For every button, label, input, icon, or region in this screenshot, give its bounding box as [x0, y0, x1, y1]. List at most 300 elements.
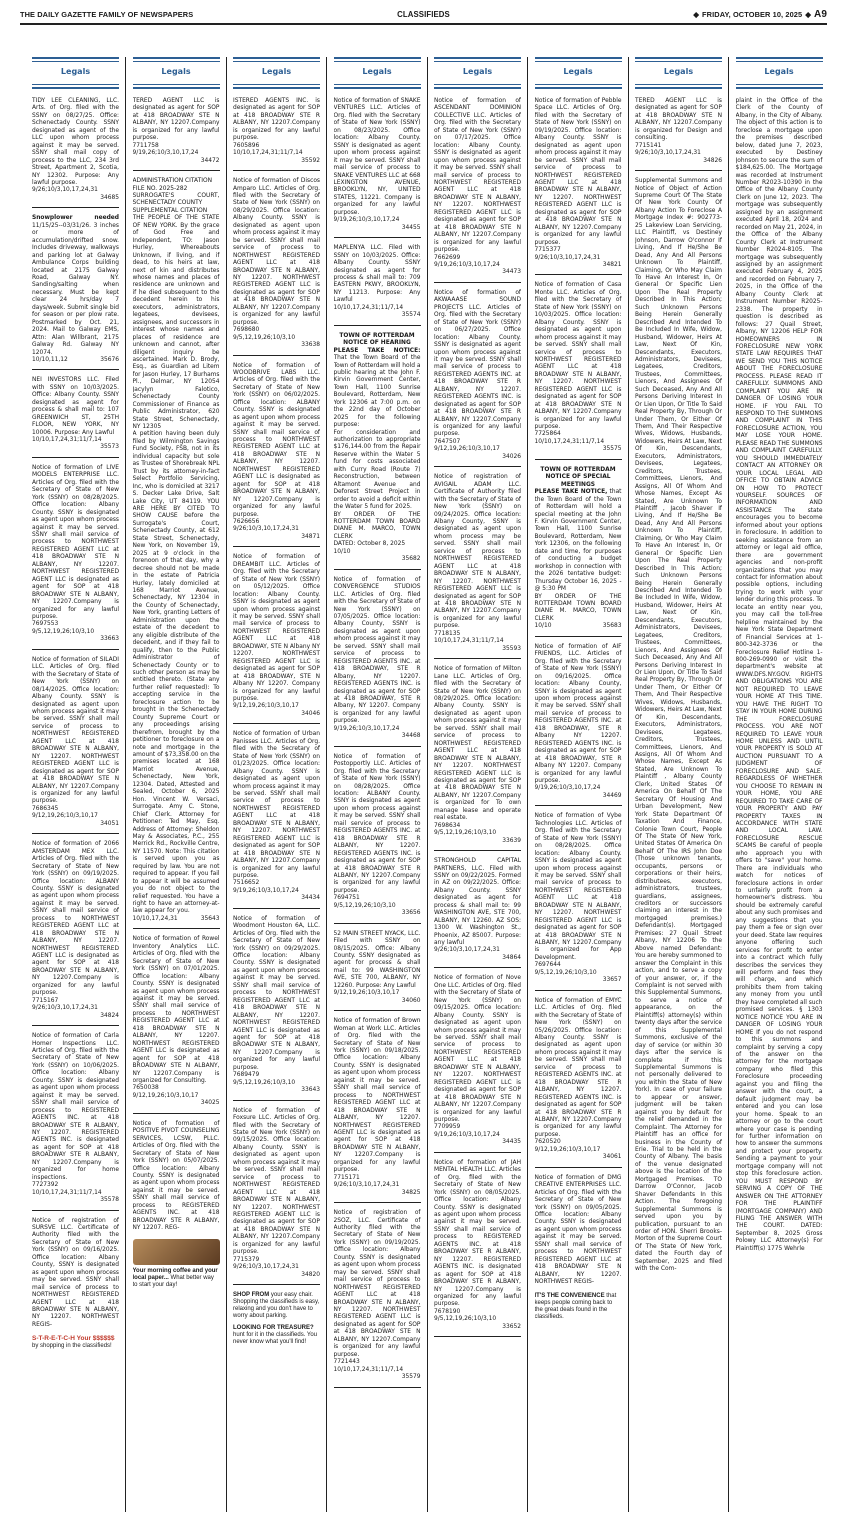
legal-notice: [736, 98, 823, 1253]
legal-notice: [32, 841, 119, 1020]
legal-notice: [32, 657, 119, 828]
ad-reference-number: 33643: [301, 1087, 320, 1094]
legal-notice: [233, 178, 320, 349]
ad-reference-number: 35592: [301, 157, 320, 164]
legal-notice: [434, 1160, 521, 1331]
legals-header-label: Legals: [764, 67, 794, 76]
ad-reference-number: 35575: [602, 446, 622, 453]
legal-notice: [535, 644, 622, 801]
notice-title: TOWN OF ROTTERDAM NOTICE OF HEARING: [339, 332, 415, 347]
notice-id: 7698680: [233, 327, 260, 334]
notice-text: [133, 98, 220, 143]
legal-notice: [535, 1175, 622, 1287]
ad-reference-number: 35682: [401, 556, 421, 563]
publication-dates: 10/10,17,24,31;11/7,14: [333, 304, 404, 311]
notice-text: [233, 554, 320, 703]
house-ad-headline: SHOP FROM: [233, 1292, 270, 1299]
notice-id: 7715379: [233, 1256, 260, 1263]
issue-date: FRIDAY, OCTOBER 10, 2025: [702, 9, 803, 19]
notice-id: 7727392: [32, 1182, 59, 1189]
publication-dates: 9/5,12,19,26;10/3,10: [333, 902, 396, 909]
ad-reference-number: 33657: [602, 977, 622, 984]
publication-dates: 9/5,12,19,26;10/3,10: [233, 334, 296, 341]
notice-id: 7715167: [32, 997, 59, 1004]
publication-dates: 10/10,17,24,31;11/7,14: [333, 1366, 404, 1373]
ad-reference-number: 34871: [301, 533, 320, 540]
legals-header: [635, 57, 722, 89]
notice-text: [233, 1108, 320, 1257]
notice-body: ADMINISTRATION CITATION: [132, 178, 212, 185]
notice-text: [133, 186, 220, 193]
notice-text: [133, 1121, 220, 1233]
notice-id: 7626656: [233, 519, 260, 526]
notice-divider: [434, 466, 521, 467]
notice-divider: [233, 546, 320, 547]
notice-body: STRONGHOLD CAPITAL PARTNERS, LLC. Filed with SSNY on 09/22/2025. Formed in AZ on 09/22/2025. Office: Albany County. SSNY designated as agent for process & shall mail to: 99 WASHINGTON AVE, STE 700, ALBANY, NY 12260. AZ SOS: 1300 W. Washington St., Phoenix, AZ 85007. Purpose: any lawful: [434, 858, 521, 947]
legal-notice: [334, 245, 421, 320]
notice-text: [233, 363, 320, 520]
publication-dates: 10/10,17,24,31;11/7,14: [434, 638, 504, 645]
notice-body: SURROGATE'S COURT, SCHENECTADY COUNTY: [132, 192, 220, 207]
legal-notice: [334, 333, 421, 564]
notice-body: A petition having been duly filed by Wilmington Savings Fund Society, FSB, not in its individual capacity but sole as Trustee of Shorebreak NPL Trust by its attorney-in-fact Select Portfolio Servicing, Inc, who is domiciled at 3217 S. Decker Lake Drive, Salt Lake City, UT 84119. YOU ARE HERE BY CITED TO SHOW CAUSE before the Surrogate's Court, Schenectady County, at 612 State Street, Schenectady, New York, on November 19, 2025 at 9 o'clock in the forenoon of that day, why a decree should not be made in the estate of Patricia Hurley, lately domiciled at 168 Marriot Avenue, Schenectady, NY 12304 in the County of Schenectady, New York, granting Letters of Administration upon the estate of the decedent to any eligible distribute of the decedent, and if they fail to qualify, then to the Public Administrator of Schenectady County or to such other person as may be entitled thereto. (State any further relief requested): To accepting service in the foreclosure action to be brought in the Schenectady County Supreme Court or any proceedings arising therefrom, brought by the petitioner to foreclosure on a note and mortgage in the amount of $73,358.00 on the premises located at 168 Marriot Avenue, Schenectady, New York, 12304. Dated, Attested and Sealed, October 6, 2025 Hon. Vincent W. Versaci, Surrogate. Amy C. Stone, Chief Clerk. Attorney for Petitioner: Ted May, Esq. Address of Attorney: Sheldon May & Associates, P.C., 255 Merrick Rd., Rockville Centre, NY 11570. Note: This citation is served upon you as required by law. You are not required to appear. If you fail to appear it will be assumed you do not object to the relief requested. You have a right to have an attorney-at-law appear for you.: [132, 431, 220, 915]
notice-text: [434, 474, 521, 631]
notice-divider: [535, 459, 622, 460]
notice-id: 7689479: [233, 1072, 260, 1079]
house-ad-headline: Your morning coffee and your local paper...: [132, 1267, 218, 1281]
legal-notice: [535, 282, 622, 453]
notice-id: 7725864: [534, 431, 561, 438]
publication-dates: 9/12,19,26;10/3,10,17: [132, 1092, 199, 1099]
legals-column: [133, 57, 220, 1512]
legal-notice: [133, 98, 220, 165]
legals-header-label: Legals: [261, 67, 292, 76]
notice-body: Notice of formation of Milton Lane LLC. Articles of Org. filed with the Secretary of State of New York (SSNY) on 08/29/2025. Office location: Albany County. SSNY is designated as agent upon whom process against it may be served. SSNY shall mail service of process to NORTHWEST REGISTERED AGENT LLC at 418 BROADWAY STE N ALBANY, NY 12207. NORTHWEST REGISTERED AGENT LLC is designated as agent for SOP at 418 BROADWAY STE N ALBANY, NY 12207.Company is organized for To own manage lease and operate real estate.: [434, 666, 521, 822]
notice-id: 7721443: [333, 1359, 360, 1366]
legals-column: [535, 57, 622, 1512]
house-ad-text: [233, 1325, 320, 1346]
legals-header: [233, 57, 320, 89]
notice-divider: [334, 569, 421, 570]
notice-body: Notice of formation of CONVERGENCE STUDIOS LLC. Articles of Org. filed with the Secretary of State of New York (SSNY) on 07/05/2025. Office location: Albany County, SSNY is designated as agent upon whom process against it may be served. SSNY shall mail service of process to REGISTERED AGENTS INC. at 418 BROADWAY, STE R Albany, NY 12207. REGISTERED AGENTS INC. is designated as agent for SOP at 418 BROADWAY, STE R Albany, NY 12207. Company is organized for any lawful purpose.: [333, 576, 421, 725]
notice-id: 7694751: [333, 895, 360, 902]
notice-text: [434, 666, 521, 823]
house-ad-text: [133, 1268, 220, 1289]
publication-dates: 10/10,17,24,31;11/7,14: [32, 1189, 102, 1196]
notice-body: Notice of formation of Postopportly LLC. Articles of Org. filed with the Secretary of State of New York (SSNY) on 08/28/2025. Office location: ALBANY County. SSNY is designated as agent upon whom process against it may be served. SSNY shall mail service of process to REGISTERED AGENTS INC. at 418 BROADWAY STE R ALBANY, NY 12207. REGISTERED AGENTS INC. is designated as agent for SOP at 418 BROADWAY STE R ALBANY, NY 12207.Company is organized for any lawful purpose.: [333, 753, 421, 894]
notice-text: [334, 577, 421, 726]
publication-dates: 9/19,26;10/3,10,17,24: [534, 785, 601, 792]
notice-text: [535, 813, 622, 962]
notice-divider: [133, 170, 220, 171]
notice-id: 7715141: [635, 142, 662, 149]
notice-meta: [133, 916, 220, 923]
notice-text: [635, 178, 722, 1274]
notice-id: 7709959: [434, 1124, 461, 1131]
legals-header-label: Legals: [462, 67, 493, 76]
notice-id: 7711758: [132, 142, 159, 149]
house-ad: [233, 1292, 320, 1346]
notice-text: [535, 644, 622, 786]
ad-reference-number: 34825: [401, 1189, 421, 1196]
masthead-rule: [20, 23, 827, 25]
ad-reference-number: 35574: [401, 312, 421, 319]
notice-id: 7605896: [233, 142, 260, 149]
ad-reference-number: 34468: [401, 733, 421, 740]
ad-reference-number: 33638: [301, 342, 320, 349]
notice-divider: [535, 990, 622, 991]
ad-reference-number: 34821: [602, 261, 622, 268]
column-divider: [427, 57, 428, 1512]
notice-id: 7718135: [434, 630, 461, 637]
house-ad-headline: IT'S THE CONVENIENCE: [534, 1292, 605, 1299]
legals-column: [32, 57, 119, 1512]
notice-title: TOWN OF ROTTERDAM NOTICE OF SPECIAL MEETINGS: [540, 466, 616, 488]
ad-reference-number: 35593: [502, 645, 521, 652]
notice-body: Notice of formation of Foxsure LLC. Articles of Org. filed with the Secretary of State of New York (SSNY) on 09/15/2025. Office location: Albany County. SSNY is designated as agent upon whom process against it may be served. SSNY shall mail service of process to NORTHWEST REGISTERED AGENT LLC at 418 BROADWAY STE N ALBANY, NY 12207. NORTHWEST REGISTERED AGENT LLC is designated as agent for SOP at 418 BROADWAY STE N ALBANY, NY 12207.Company is organized for any lawful purpose.: [233, 1107, 320, 1256]
notice-body: Notice of registration of 2SOZ, LLC. Certificate of Authority filed with the Secretary of State of New York (SSNY) on 09/19/2025. Office location: Albany County. SSNY is designated as agent upon whom process may be served. SSNY shall mail service of process to NORTHWEST REGISTERED AGENT LLC at 418 BROADWAY STE N ALBANY, NY 12207. NORTHWEST REGISTERED AGENT LLC is designated as agent for SOP at 418 BROADWAY STE N ALBANY, NY 12207.Company is organized for any lawful purpose.: [333, 1210, 421, 1358]
ad-reference-number: 33639: [502, 837, 521, 844]
notice-body: Notice of formation of DMG CREATIVE ENTERPRISES LLC. Articles of Org. filed with the Secretary of State of New York (SSNY) on 09/05/2025. Office location: Albany County. SSNY is designated as agent upon whom process against it may be served. SSNY shall mail service of process to NORTHWEST REGISTERED AGENT LLC at 418 BROADWAY STE N ALBANY, NY 12207. NORTHWEST REGIS-: [534, 1174, 622, 1286]
notice-text: [535, 489, 622, 593]
notice-body: Notice of formation of ASCENDANT DOMINION COLLECTIVE LLC. Articles of Org. filed with the Secretary of State of New York (SSNY) on 07/17/2025. Office location: Albany County. SSNY is designated as agent upon whom process against it may be served. SSNY shall mail service of process to NORTHWEST REGISTERED AGENT LLC at 418 BROADWAY STE N ALBANY, NY 12207. NORTHWEST REGISTERED AGENT LLC is designated as agent for SOP at 418 BROADWAY STE N ALBANY, NY 12207.Company is organized for any lawful purpose.: [434, 98, 521, 254]
legal-notice: [334, 754, 421, 918]
legal-notice: [32, 465, 119, 644]
notice-body: Notice of formation of Rowel Inventory Analytics LLC. Articles of Org. filed with the Secretary of State of New York (SSNY) on 07/01/2025. Office location: Albany County. SSNY is designated as agent upon whom process against it may be served. SSNY shall mail service of process to NORTHWEST REGISTERED AGENT LLC at 418 BROADWAY STE N ALBANY, NY 12207. NORTHWEST REGISTERED AGENT LLC is designated as agent for SOP at 418 BROADWAY STE N ALBANY, NY 12207.Company is organized for Consulting.: [132, 936, 220, 1084]
notice-divider: [434, 1152, 521, 1153]
notice-divider: [334, 1387, 421, 1388]
legal-notice: [434, 975, 521, 1146]
notice-text: [32, 98, 119, 187]
legal-notice: [334, 98, 421, 232]
notice-text: [535, 998, 622, 1140]
legal-notice: [233, 1108, 320, 1279]
notice-id: 7698634: [434, 822, 461, 829]
notice-text: [334, 1018, 421, 1175]
legal-notice: [535, 813, 622, 984]
notice-body: Notice of formation of AKWAAASE SOUND PROJECTS LLC. Articles of Org. filed with the Secretary of State of New York (SSNY) on 06/27/2025. Office location: Albany County. SSNY is designated as agent upon whom process against it may be served. SSNY shall mail service of process to REGISTERED AGENTS INC. at 418 BROADWAY STE R ALBANY, NY 12207. REGISTERED AGENTS INC. is designated as agent for SOP at 418 BROADWAY STE R ALBANY, NY 12207.Company is organized for any lawful purpose.: [434, 289, 521, 438]
publication-dates: 10/10,17,24,31: [132, 915, 178, 922]
notice-divider: [535, 636, 622, 637]
legals-column: [736, 57, 823, 1512]
notice-text: [334, 541, 421, 548]
publication-dates: 9/5,12,19,26;10/3,10: [534, 969, 597, 976]
publication-dates: 10/10,17,24,31;11/7,14: [233, 150, 303, 157]
notice-divider: [233, 908, 320, 909]
notice-text: [334, 98, 421, 217]
legals-header-label: Legals: [563, 67, 593, 76]
legal-notice: [334, 931, 421, 1006]
notice-body: BY ORDER OF THE ROTTERDAM TOWN BOARD DIANE M. MARCO, TOWN CLERK: [333, 511, 421, 540]
legal-notice: [434, 666, 521, 845]
notice-body: Notice of formation of 2066 AMSTERDAM MEX LLC. Articles of Org. filed with the Secretary of State of New York (SSNY) on 09/19/2025. Office location: ALBANY County. SSNY is designated as agent upon whom process against it may be served. SSNY shall mail service of process to NORTHWEST REGISTERED AGENT LLC at 418 BROADWAY STE N ALBANY, NY 12207. NORTHWEST REGISTERED AGENT LLC is designated as agent for SOP at 418 BROADWAY STE N ALBANY, NY 12207.Company is organized for any lawful purpose.: [32, 841, 119, 997]
publication-dates: 9/12,19,26;10/3,10,17: [333, 990, 400, 997]
ad-reference-number: 34455: [401, 224, 421, 231]
notice-body: NEI INVESTORS LLC. Filed with SSNY on 10/03/2025. Office: Albany County. SSNY designated as agent for process & shall mail to: 107 GREENWICH ST, 25TH FLOOR, NEW YORK, NY 10006. Purpose: Any Lawful: [32, 377, 119, 436]
ad-reference-number: 35573: [100, 444, 119, 451]
notice-body: Notice of formation of Woodmont Houston 6A, LLC. Articles of Org. filed with the Secretary of State of New York (SSNY) on 09/29/2025. Office location: Albany County. SSNY is designated as agent upon whom process against it may be served. SSNY shall mail service of process to NORTHWEST REGISTERED AGENT LLC at 418 BROADWAY STE N ALBANY, NY 12207. NORTHWEST REGISTERED AGENT LLC is designated as agent for SOP at 418 BROADWAY STE N ALBANY, NY 12207.Company is organized for any lawful purpose.: [233, 915, 320, 1071]
column-divider: [226, 57, 227, 1512]
notice-text: [535, 98, 622, 247]
column-divider: [728, 57, 729, 1512]
column-divider: [628, 57, 629, 1512]
notice-body: Notice of formation of Urban Panisses LLC. Articles of Org. filed with the Secretary of State of New York (SSNY) on 01/23/2025. Office location: Albany County. SSNY is designated as agent upon whom process against it may be served. SSNY shall mail service of process to NORTHWEST REGISTERED AGENT LLC at 418 BROADWAY STE N ALBANY, NY 12207. NORTHWEST REGISTERED AGENT LLC is designated as agent for SOP at 418 BROADWAY STE N ALBANY, NY 12207.Company is organized for any lawful purpose.: [233, 731, 320, 879]
publication-dates: 10/10,17,24,31;11/7,14: [32, 437, 102, 444]
notice-text: [133, 215, 220, 431]
legal-notice: [32, 98, 119, 202]
notice-body: Notice of formation of DREAMBIT LLC. Articles of Org. filed with the Secretary of State of New York (SSNY) on 05/12/2025. Office location: Albany County. SSNY is designated as agent upon whom process against it may be served. SSNY shall mail service of process to NORTHWEST REGISTERED AGENT LLC at 418 BROADWAY, STE N Albany NY 12207. NORTHWEST REGISTERED AGENT LLC is designated as agent for SOP at 418 BROADWAY, STE N Albany NY 12207. Company is organized for any lawful purpose.: [233, 554, 320, 702]
notice-divider: [233, 355, 320, 356]
notice-divider: [233, 1100, 320, 1101]
notice-body: Notice of formation of Casa Monte LLC. Articles of Org. filed with the Secretary of State of New York (SSNY) on 10/03/2025. Office location: Albany County. SSNY is designated as agent upon whom process against it may be served. SSNY shall mail service of process to NORTHWEST REGISTERED AGENT LLC at 418 BROADWAY STE N ALBANY, NY 12207. NORTHWEST REGISTERED AGENT LLC is designated as agent for SOP at 418 BROADWAY STE N ALBANY, NY 12207.Company is organized for any lawful purpose.: [534, 282, 622, 431]
legal-notice: [233, 916, 320, 1095]
notice-meta: [32, 357, 119, 364]
notice-body: that the Town Board of the Town of Rotterdam will hold a special meeting at the John F. Kirvin Government Center, Town Hall, 1100 Sunrise Boulevard, Rotterdam, New York 12306, on the following date and time, for purposes of conducting a budget workshop in connection with the 2026 tentative budget: Thursday October 16, 2025 - @ 5:30 PM: [534, 489, 622, 593]
publication-dates: 9/26;10/3,10,17,24,31: [434, 947, 500, 954]
notice-body: Notice of formation of LIVE MODELS ENTERPRISE LLC. Articles of Org. filed with the Secretary of State of New York (SSNY) on 08/28/2025. Office location: Albany County. SSNY is designated as agent upon whom process against it may be served. SSNY shall mail service of process to NORTHWEST REGISTERED AGENT LLC at 418 BROADWAY STE N ALBANY, NY 12207. NORTHWEST REGISTERED AGENT LLC is designated as agent for SOP at 418 BROADWAY STE N ALBANY, NY 12207.Company is organized for any lawful purpose.: [32, 464, 119, 620]
notice-divider: [334, 237, 421, 238]
notice-body: Notice of formation of Carla Homer Inspections LLC. Articles of Org. filed with the Secretary of State of New York (SSNY) on 10/06/2025. Office location: Albany County. SSNY is designated as agent upon whom process against it may be served. SSNY shall mail service of process to REGISTERED AGENTS INC. at 418 BROADWAY STE R ALBANY, NY 12207. REGISTERED AGENTS INC. is designated as agent for SOP at 418 BROADWAY STE R ALBANY, NY 12207.Company is organized for home inspections.: [32, 1033, 119, 1181]
legal-notice: [233, 731, 320, 902]
house-ad-headline: LOOKING FOR TREASURE?: [233, 1325, 314, 1332]
legal-notice: [635, 178, 722, 1274]
notice-text: [334, 1210, 421, 1359]
notice-body: Notice of formation of Vybe Technologies LLC. Articles of Org. filed with the Secretary of State of New York (SSNY) on 08/28/2025. Office location: Albany County. SSNY is designated as agent upon whom process against it may be served. SSNY shall mail service of process to NORTHWEST REGISTERED AGENT LLC at 418 BROADWAY STE N ALBANY, NY 12207. NORTHWEST REGISTERED AGENT LLC is designated as agent for SOP at 418 BROADWAY STE N ALBANY, NY 12207.Company is organized for App Development.: [534, 813, 622, 961]
legals-column: [635, 57, 722, 1512]
ad-reference-number: 35676: [100, 356, 119, 363]
house-ad-body: by shopping in the classifieds!: [32, 1343, 112, 1350]
notice-text: [334, 512, 421, 542]
notice-id: 7686345: [32, 805, 59, 812]
section-title: CLASSIFIEDS: [397, 9, 450, 19]
diamond-icon: ◆: [805, 9, 812, 19]
ad-reference-number: 34061: [602, 1154, 622, 1161]
house-ad: [133, 1239, 220, 1289]
notice-body: Supplemental Summons and Notice of Object of Action Supreme Court Of The State Of New York County Of Albany Action To Foreclose A Mortgage Index #: 902773-25 Lakeview Loan Servicing, LLC Plaintiff, vs Destiney Johnson, Darrow O'connor If Living, And If He/She Be Dead, Any And All Persons Unknown To Plaintiff, Claiming, Or Who May Claim To Have An Interest In, Or General Or Specific Lien Upon The Real Property Described In This Action; Such Unknown Persons Being Herein Generally Described And Intended To Be Included In Wife, Widow, Husband, Widower, Heirs At Law, Next Of Kin, Descendants, Executors, Administrators, Devisees, Legatees, Creditors, Trustees, Committees, Lienors, And Assignees Of Such Deceased, Any And All Persons Deriving Interest In Or Lien Upon, Or Title To Said Real Property By, Through Or Under Them, Or Either Of Them, And Their Respective Wives, Widows, Husbands, Widowers, Heirs At Law, Next Of Kin, Descendants, Executors, Administrators, Devisees, Legatees, Creditors, Trustees, Committees, Lienors, And Assigns, All Of Whom And Whose Names, Except As Stated, Are Unknown To Plaintiff , Jacob Shaver If Living, And If He/She Be Dead, Any And All Persons Unknown To Plaintiff, Claiming, Or Who May Claim To Have An Interest In, Or General Or Specific Lien Upon The Real Property Described In This Action; Such Unknown Persons Being Herein Generally Described And Intended To Be Included In Wife, Widow, Husband, Widower, Heirs At Law, Next Of Kin, Descendants, Executors, Administrators, Devisees, Legatees, Creditors, Trustees, Committees, Lienors, And Assignees Of Such Deceased, Any And All Persons Deriving Interest In Or Lien Upon, Or Title To Said Real Property By, Through Or Under Them, Or Either Of Them, And Their Respective Wives, Widows, Husbands, Widowers, Heirs At Law, Next Of Kin, Descendants, Executors, Administrators, Devisees, Legatees, Creditors, Trustees, Committees, Lienors, And Assigns, All Of Whom And Whose Names, Except As Stated, Are Unknown To Plaintiff , Albany County Clerk, United States Of America On Behalf Of The Secretary Of Housing And Urban Development, New York State Department Of Taxation And Finance, Colonie Town Court, People Of The State Of New York, United States Of America On Behalf Of The IRS John Doe (Those unknown tenants, occupants, persons or corporations or their heirs, distributees, executors, administrators, trustees, guardians, assignees, creditors or successors claiming an interest in the mortgaged premises.) Defendant(s). Mortgaged Premises: 27 Quail Street Albany, NY 12206 To the Above named Defendant: You are hereby summoned to answer the Complaint in this action, and to serve a copy of your answer, or, if the Complaint is not served with this Supplemental Summons, to serve a notice of appearance, on the Plaintiff(s) attorney(s) within twenty days after the service of this Supplemental Summons, exclusive of the day of service (or within 30 days after the service is complete if this Supplemental Summons is not personally delivered to you within the State of New York). In case of your failure to appear or answer, judgment will be taken against you by default for the relief demanded in the Complaint. The Attorney for Plaintiff has an office for business in the County of Erie. Trial to be held in the County of Albany. The basis of the venue designated above is the location of the Mortgaged Premises. TO Darrow O'Connor, Jacob Shaver Defendants In this Action. The foregoing Supplemental Summons is served upon you by publication, pursuant to an order of HON. Sherri Brooks-Morton of the Supreme Court Of The State Of New York, dated the Fourth day of September, 2025 and filed with the Com-: [635, 178, 722, 1273]
notice-body: Notice of registration of AVIGAIL ADAM LLC. Certificate of Authority filed with the Secretary of State of New York (SSNY) on 09/24/2025. Office location: Albany County, SSNY is designated as agent upon whom process may be served. SSNY shall mail service of process to NORTHWEST REGISTERED AGENT LLC at 418 BROADWAY STE N ALBANY, NY 12207. NORTHWEST REGISTERED AGENT LLC is designated as agent for SOP at 418 BROADWAY STE N ALBANY, NY 12207.Company is organized for any lawful purpose.: [434, 474, 521, 630]
legals-header: [736, 57, 823, 89]
legal-notice: [133, 936, 220, 1107]
notice-body: MAPLENYA LLC. Filed with SSNY on 10/03/2025. Office: Albany County. SSNY designated as agent for process & shall mail to: 709 EASTERN PKWY, BROOKLYN, NY 11213. Purpose: Any Lawful: [333, 245, 421, 304]
notice-divider: [334, 325, 421, 326]
notice-id: 7662699: [434, 254, 461, 261]
legal-notice: [635, 98, 722, 165]
ad-reference-number: 34025: [200, 1100, 220, 1107]
notice-id: 7647507: [434, 438, 461, 445]
notice-meta: [535, 623, 622, 630]
column-divider: [326, 57, 327, 1512]
ad-reference-number: 34026: [502, 453, 521, 460]
ad-reference-number: 34826: [703, 157, 722, 164]
notice-id: 7697553: [32, 621, 59, 628]
notice-text: [635, 98, 722, 143]
notice-text: [32, 657, 119, 806]
notice-divider: [32, 369, 119, 370]
masthead: [20, 6, 827, 22]
notice-id: 7678190: [434, 1308, 461, 1315]
publication-dates: 9/26;10/3,10,17,24,31: [233, 1264, 299, 1271]
notice-body: Notice of formation of AIF FRIENDS, LLC. Articles of Org. filed with the Secretary of State of New York (SSNY) on 09/16/2025. Office location: Albany County, SSNY is designated as agent upon whom process against it may be served. SSNY shall mail service of process to REGISTERED AGENTS INC. at 418 BROADWAY, STE R Albany NY 12207. REGISTERED AGENTS INC. is designated as agent for SOP at 418 BROADWAY, STE R Albany NY 12207. Company is organized for any lawful purpose.: [534, 643, 622, 784]
notice-divider: [233, 170, 320, 171]
notice-text: [535, 282, 622, 431]
notice-body: DATED: October 8, 2025: [333, 541, 406, 548]
legals-header: [535, 57, 622, 89]
notice-text: [334, 754, 421, 896]
notice-divider: [434, 282, 521, 283]
house-ad-text: [233, 1292, 320, 1320]
notice-divider: [32, 833, 119, 834]
house-ad: [535, 1293, 622, 1321]
notice-text: [32, 465, 119, 622]
house-ad-headline: S-T-R-E-T-C-H Your $$$$$$: [32, 1335, 115, 1343]
ad-reference-number: 34685: [100, 194, 119, 201]
notice-text: [233, 731, 320, 880]
notice-divider: [535, 1167, 622, 1168]
notice-divider: [32, 457, 119, 458]
notice-body: Notice of formation of JAH MENTAL HEALTH LLC. Articles of Org. filed with the Secretary of State of New York (SSNY) on 08/05/2025. Office location: Albany County. SSNY is designated as agent upon whom process against it may be served. SSNY shall mail service of process to REGISTERED AGENTS INC. at 418 BROADWAY STE R ALBANY, NY 12207. REGISTERED AGENTS INC. is designated as agent for SOP at 418 BROADWAY STE R ALBANY, NY 12207.Company is organized for any lawful purpose.: [434, 1159, 521, 1308]
notice-text: [334, 245, 421, 305]
legal-notice: [32, 377, 119, 452]
notice-text: [535, 1175, 622, 1287]
notice-text: [133, 936, 220, 1085]
ad-reference-number: 35643: [200, 915, 220, 922]
house-ad-body: What better way to start your day!: [132, 1274, 214, 1288]
ad-reference-number: 34864: [502, 954, 521, 961]
notice-body: Notice of formation of POSITIVE PIVOT COUNSELING SERVICES, LCSW, PLLC. Articles of Org. filed with the Secretary of State of New York (SSNY) on 05/07/2025. Office location: Albany County. SSNY is designated as agent upon whom process against it may be served. SSNY shall mail service of process to REGISTERED AGENTS INC. at 418 BROADWAY STE R ALBANY, NY 12207. REG-: [132, 1120, 220, 1232]
notice-text: [334, 931, 421, 991]
house-ad-body: your easy chair. Shopping the classifieds is easy, relaxing and you don't have to worry about parking.: [233, 1292, 320, 1320]
notice-body: Notice of formation of Pebble Space LLC. Articles of Org. filed with the Secretary of State of New York (SSNY) on 09/19/2025. Office location: Albany County. SSNY is designated as agent upon whom process against it may be served. SSNY shall mail service of process to NORTHWEST REGISTERED AGENT LLC at 418 BROADWAY STE N ALBANY, NY 12207. NORTHWEST REGISTERED AGENT LLC is designated as agent for SOP at 418 BROADWAY STE N ALBANY, NY 12207.Company is organized for any lawful purpose.: [534, 98, 622, 246]
notice-divider: [434, 658, 521, 659]
notice-id: 7697644: [534, 962, 561, 969]
notice-text: [32, 377, 119, 437]
notice-text: [233, 98, 320, 143]
legal-notice: [233, 554, 320, 718]
notice-text: [233, 916, 320, 1073]
diamond-icon: ◆: [693, 9, 700, 19]
page-number: A9: [814, 8, 827, 20]
notice-body: ISTERED AGENTS INC. is designated as agent for SOP at 418 BROADWAY STE R ALBANY, NY 12207.Company is organized for any lawful purpose.: [233, 98, 320, 142]
legal-notice: [334, 1018, 421, 1197]
notice-id: 7650038: [132, 1085, 159, 1092]
notice-body: Notice of formation of SNAKE VENTURES LLC. Articles of Org. filed with the Secretary of State of New York (SSNY) on 08/23/2025. Office location: Albany County. SSNY is designated as agent upon whom process against it may be served. SSNY shall mail service of process to SNAKE VENTURES LLC at 668 LEXINGTON AVENUE, BROOKLYN, NY, UNITED STATES, 11221. Company is organized for any lawful purpose.: [333, 98, 421, 216]
publication-dates: 9/26;10/3,10,17,24,31: [635, 150, 701, 157]
notice-divider: [334, 746, 421, 747]
ad-reference-number: 34469: [602, 792, 622, 799]
notice-text: [133, 193, 220, 208]
notice-body: TERED AGENT LLC is designated as agent for SOP at 418 BROADWAY STE N ALBANY, NY 12207.Company is organized for any lawful purpose.: [132, 98, 220, 142]
notice-text: [133, 178, 220, 185]
notice-divider: [434, 850, 521, 851]
notice-divider: [133, 928, 220, 929]
notice-text: [434, 290, 521, 439]
notice-text: [434, 858, 521, 947]
publication-dates: 9/19,26;10/3,10,17,24: [132, 150, 199, 157]
coffee-newspaper-image: [133, 1239, 220, 1265]
notice-divider: [32, 1025, 119, 1026]
legal-notice: [535, 998, 622, 1162]
notice-text: [434, 975, 521, 1124]
notice-body: BY ORDER OF THE ROTTERDAM TOWN BOARD DIANE M. MARCO, TOWN CLERK: [534, 593, 622, 622]
notice-text: [133, 431, 220, 915]
legals-header: [434, 57, 521, 89]
notice-body: THE PEOPLE OF THE STATE OF NEW YORK. By the grace of God Free and Independent, TO: Jason Hurley, Whereabouts Unknown, if living, and if dead, to his heirs at law, next of kin and distributes whose names and places of residence are unknown and if he died subsequent to the decedent herein to his executors, administrators, legatees, devisees, assignees, and successors in interest whose names and places of residence are unknown and cannot, after diligent inquiry be ascertained. Mark D. Brody, Esq., as Guardian ad Litem for Jason Hurley, 17 Burhams Pl., Delmar, NY 12054 Jacylyn Falotico, Schenectady County Commissioner of Finance as Public Administrator, 620 State Street, Schenectady, NY 12305: [132, 215, 220, 431]
ad-reference-number: 33656: [401, 910, 421, 917]
publication-dates: 9/19,26;10/3,10,17,24: [333, 217, 400, 224]
notice-divider: [334, 1010, 421, 1011]
publication-dates: 10/10: [534, 623, 552, 630]
notice-id: 7715377: [534, 247, 561, 254]
legals-header: [32, 57, 119, 89]
notice-divider: [434, 1336, 521, 1337]
legal-notice: [32, 1218, 119, 1330]
column-divider: [125, 57, 126, 1512]
legals-column: [334, 57, 421, 1512]
publication-dates: 9/5,12,19,26;10/3,10: [32, 628, 95, 635]
notice-divider: [334, 923, 421, 924]
legals-header: [133, 57, 220, 89]
ad-reference-number: 35579: [401, 1374, 421, 1381]
notice-divider: [32, 649, 119, 650]
notice-text: [736, 98, 823, 1253]
notice-text: [233, 178, 320, 327]
publication-dates: 10/10: [333, 548, 351, 555]
legals-header-label: Legals: [362, 67, 392, 76]
notice-body: Notice of formation of Discos Amparo LLC. Articles of Org. filed with the Secretary of State of New York (SSNY) on 08/29/2025. Office location: Albany County. SSNY is designated as agent upon whom process against it may be served. SSNY shall mail service of process to NORTHWEST REGISTERED AGENT LLC at 418 BROADWAY STE N ALBANY, NY 12207. NORTHWEST REGISTERED AGENT LLC is designated as agent for SOP at 418 BROADWAY STE N ALBANY, NY 12207.Company is organized for any lawful purpose.: [233, 178, 320, 326]
notice-body: 11/15/25--03/31/26. 3 inches or more of accumulation/drifted snow. Includes driveway, walkways and parking lot at Galway Ambulance Corps building located at 2175 Galway Road, Galway NY. Sanding/salting when necessary. Must be kept clear 24 hrs/day 7 days/week. Submit single bid for season or per plow rate. Postmarked by Oct. 21, 2024. Mail to Galway EMS, Attn: Alan Willbrant, 2175 Galway Rd. Galway NY 12074.: [32, 222, 119, 356]
legals-header-label: Legals: [663, 67, 694, 76]
publication-dates: 9/5,12,19,26;10/3,10: [434, 1316, 497, 1323]
legals-columns: [32, 57, 822, 1517]
notice-text: [434, 98, 521, 255]
publication-dates: 9/26;10/3,10,17,24,31: [32, 187, 98, 194]
notice-divider: [535, 805, 622, 806]
publication-dates: 9/12,19,26;10/3,10,17: [434, 446, 500, 453]
house-ad-text: [32, 1335, 119, 1350]
notice-body: Notice of registration of SURSVE LLC. Certificate of Authority filed with the Secretary of State of New York (SSNY) on 09/16/2025. Office location: Albany County, SSNY is designated as agent upon whom process may be served. SSNY shall mail service of process to NORTHWEST REGISTERED AGENT LLC at 418 BROADWAY STE N ALBANY, NY 12207. NORTHWEST REGIS-: [32, 1217, 119, 1328]
legal-notice: [434, 290, 521, 461]
notice-body: TIDY LEE CLEANING, LLC. Arts. of Org. filed with the SSNY on 08/27/25. Office: Schenectady County. SSNY designated as agent of the LLC upon whom process against it may be served. SSNY shall mail copy of process to the LLC, 234 3rd Street, Apartment 2, Scotia, NY 12302. Purpose: Any lawful purpose.: [32, 98, 119, 186]
house-ad-body: that keeps people coming back to the great deals found in the classifieds.: [534, 1292, 617, 1320]
column-divider: [527, 57, 528, 1512]
legal-notice: [434, 474, 521, 653]
notice-body: Notice of formation of WOODBRIVE LABS LLC. Articles of Org. filed with the Secretary of State of New York (SSNY) on 06/02/2025. Office location: ALBANY County. SSNY is designated as agent upon whom process against it may be served. SSNY shall mail service of process to NORTHWEST REGISTERED AGENT LLC at 418 BROADWAY STE N ALBANY, NY 12207. NORTHWEST REGISTERED AGENT LLC is designated as agent for SOP at 418 BROADWAY STE N ALBANY, NY 12207.Company is organized for any lawful purpose.: [233, 362, 320, 518]
publication-dates: 9/12,19,26;10/3,10,17: [534, 1146, 601, 1153]
notice-divider: [233, 1284, 320, 1285]
house-ad: [32, 1335, 119, 1350]
notice-body: SUPPLEMENTAL CITATION: [132, 207, 208, 214]
house-ad-text: [535, 1293, 622, 1321]
notice-lead: Snowplower needed: [32, 215, 119, 222]
ad-reference-number: 34472: [200, 157, 220, 164]
notice-text: [535, 594, 622, 624]
notice-divider: [334, 1202, 421, 1203]
notice-body: FILE NO. 2025-282: [132, 185, 188, 192]
notice-lead: PLEASE TAKE NOTICE,: [534, 489, 608, 496]
publication-dates: 9/26;10/3,10,17,24,31: [32, 1005, 98, 1012]
notice-body: TERED AGENT LLC is designated as agent for SOP at 418 BROADWAY STE N ALBANY, NY 12207.Company is organized for Design and consulting.: [635, 98, 722, 142]
notice-body: That the Town Board of the Town of Rotterdam will hold a public hearing at the John F. Kirvin Government Center, Town Hall, 1100 Sunrise Boulevard, Rotterdam, New York 12306 at 7:00 p.m. on the 22nd day of October 2025 for the following purpose:: [333, 355, 421, 429]
legal-notice: [535, 467, 622, 631]
legals-column: [434, 57, 521, 1512]
ad-reference-number: 35578: [100, 1197, 119, 1204]
legal-notice: [434, 858, 521, 962]
notice-body: Notice of formation of SILADI LLC. Articles of Org. filed with the Secretary of State of New York (SSNY) on 08/14/2025. Office location: Albany County. SSNY is designated as agent upon whom process against it may be served. SSNY shall mail service of process to NORTHWEST REGISTERED AGENT LLC at 418 BROADWAY STE N ALBANY, NY 12207. NORTHWEST REGISTERED AGENT LLC is designated as agent for SOP at 418 BROADWAY STE N ALBANY, NY 12207.Company is organized for any lawful purpose.: [32, 656, 119, 805]
notice-text: [32, 1033, 119, 1182]
notice-body: 52 MAIN STREET NYACK, LLC. Filed with SSNY on 08/15/2025. Office: Albany County. SSNY designated as agent for process & shall mail to: 99 WASHINGTON AVE, STE 700, ALBANY, NY 12260. Purpose: Any Lawful: [333, 930, 421, 989]
legal-notice: [535, 98, 622, 269]
notice-body: Notice of formation of Brown Woman at Work LLC. Articles of Org. filed with the Secretary of State of New York (SSNY) on 09/18/2025. Office location: Albany County. SSNY is designated as agent upon whom process against it may be served. SSNY shall mail service of process to NORTHWEST REGISTERED AGENT LLC at 418 BROADWAY STE N ALBANY, NY 12207. NORTHWEST REGISTERED AGENT LLC is designated as agent for SOP at 418 BROADWAY STE N ALBANY, NY 12207.Company is organized for any lawful purpose.: [333, 1018, 421, 1174]
